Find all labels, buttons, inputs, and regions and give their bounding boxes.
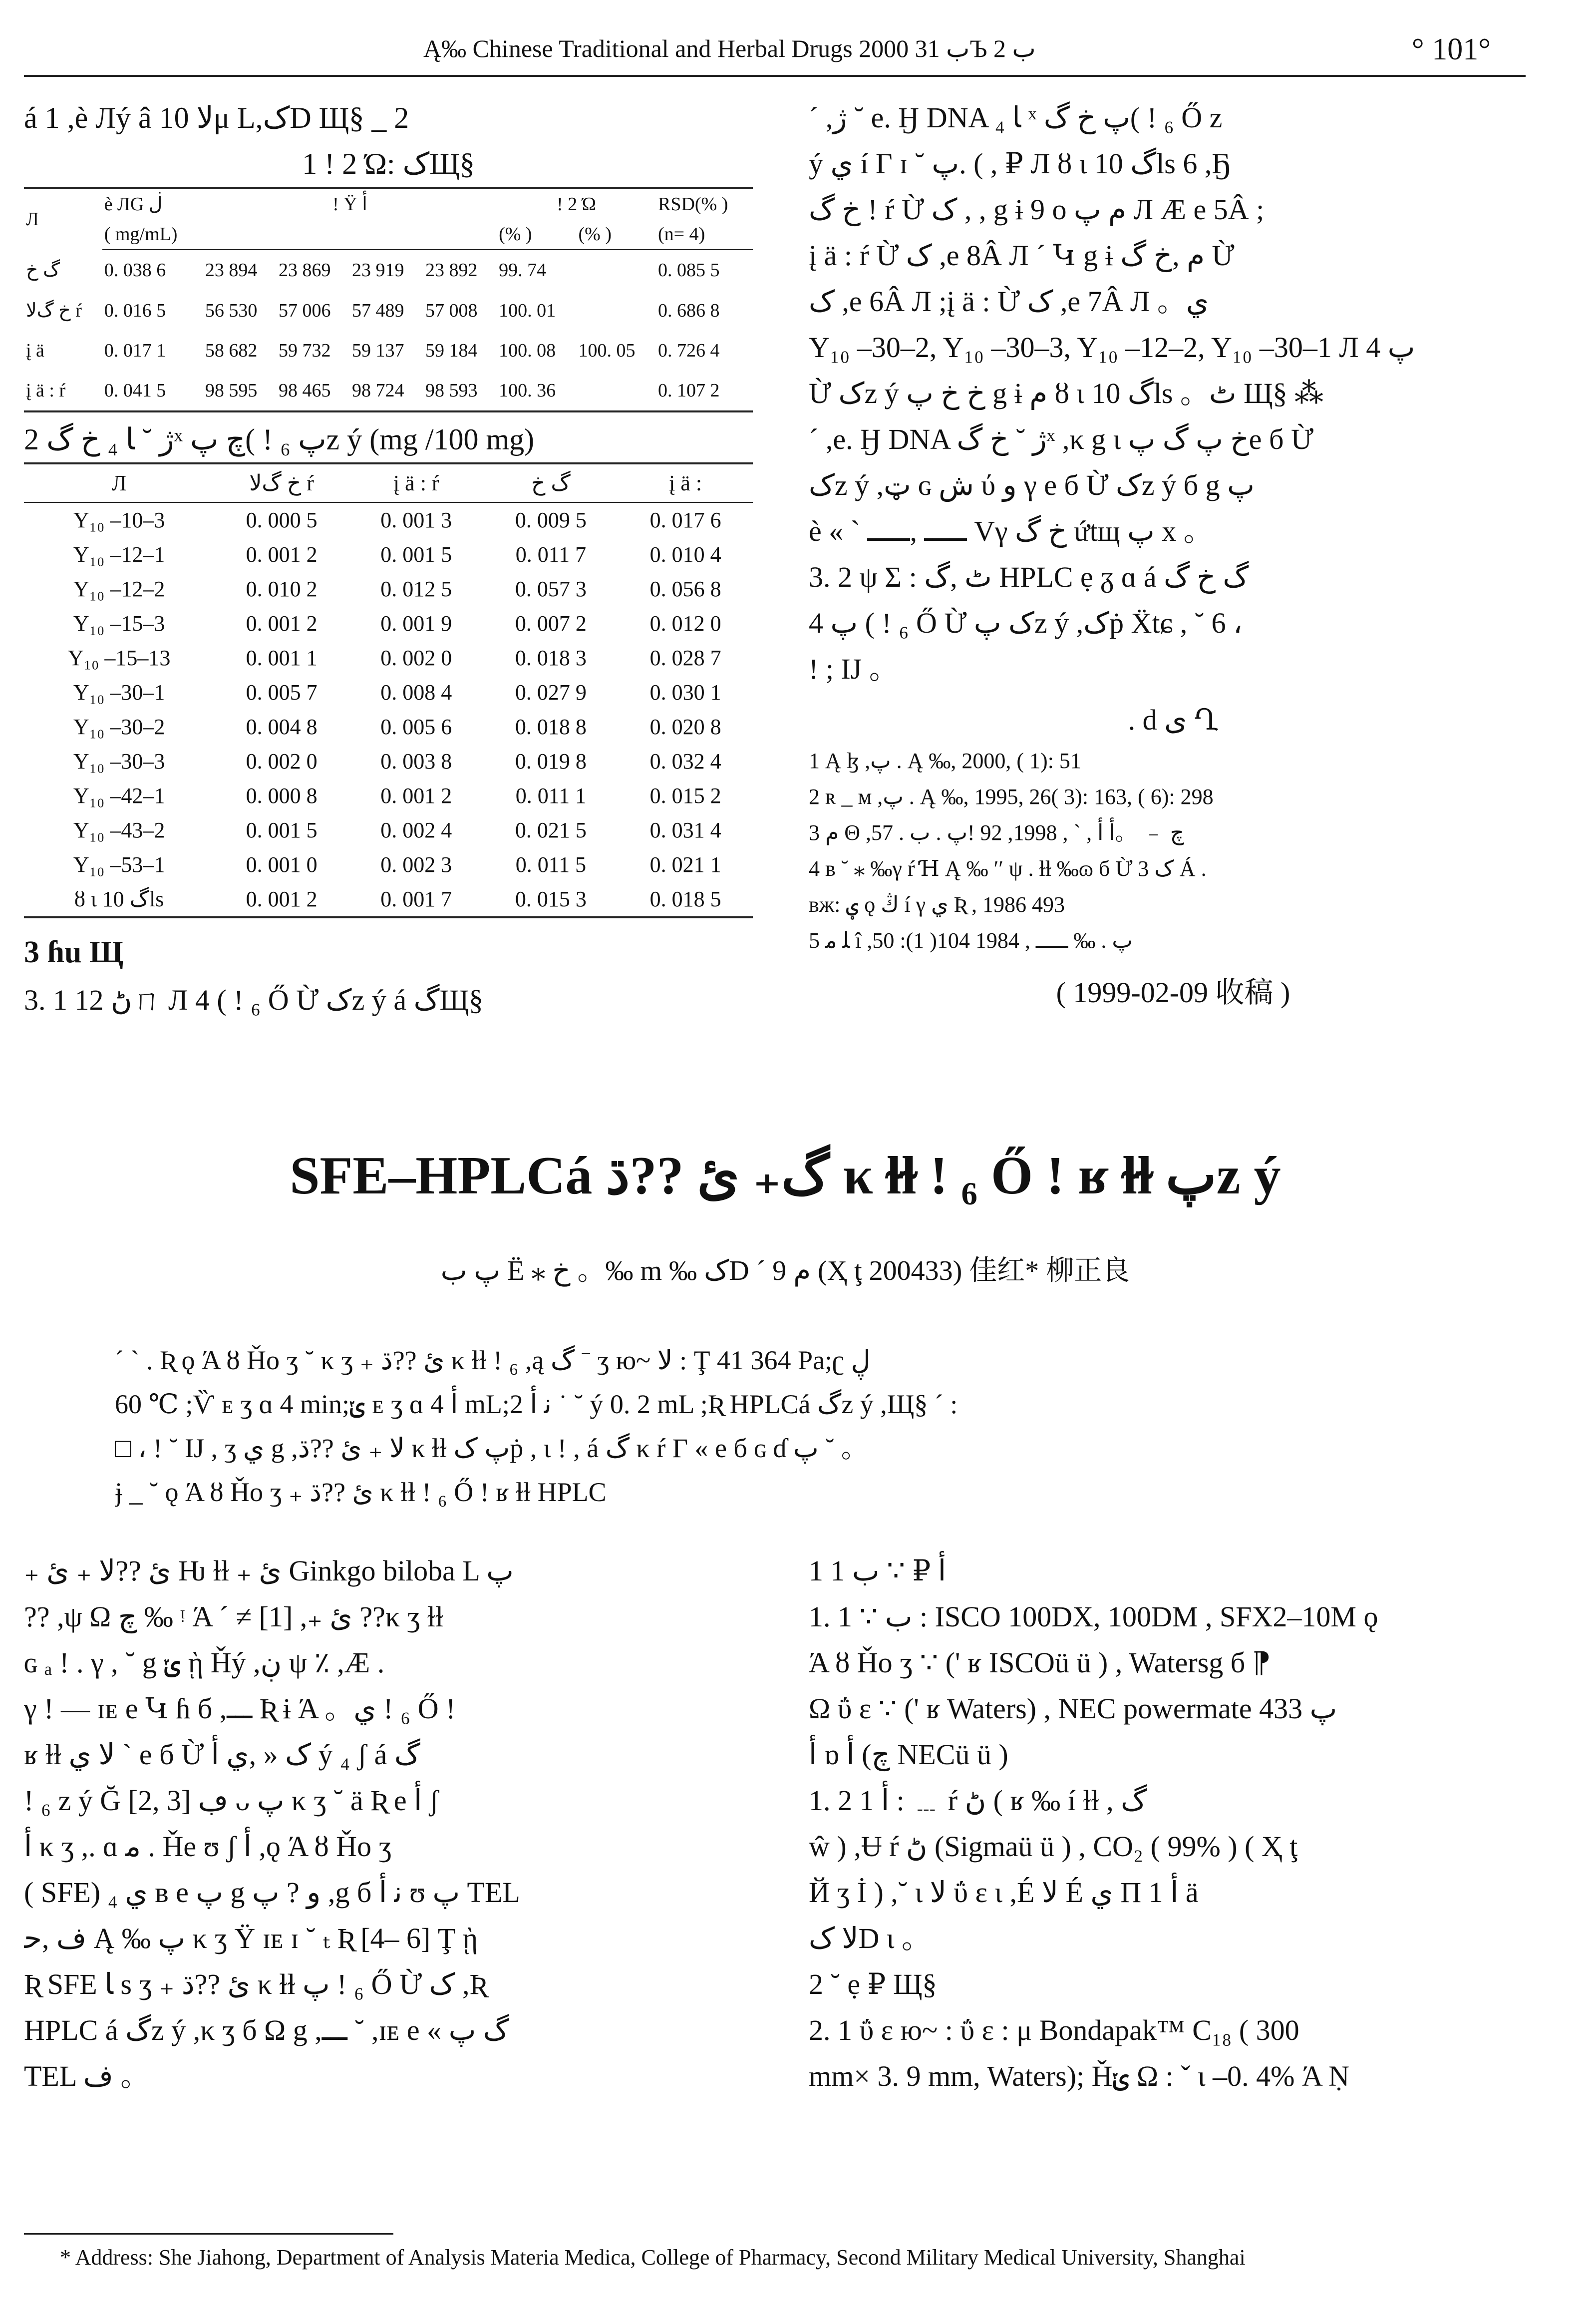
table1-header-values: ǃ Ÿ ﺃ — [332, 194, 367, 215]
table1-header-conc-unit: ( mg/mL) — [102, 219, 203, 250]
received-date: ( 1999-02-09 收稿 ) — [1056, 976, 1290, 1009]
cell: 56 530 — [205, 300, 258, 321]
cell: 0. 010 2 — [246, 577, 318, 601]
section-3-heading: 3 ɦu Щ — [24, 935, 124, 969]
cell: 100. 05 — [578, 340, 636, 361]
cell: 0. 010 4 — [649, 542, 721, 567]
table2-header: گ خ — [484, 463, 619, 502]
table1-header-name: Л — [26, 209, 39, 230]
table2-header: خ گﻻ ŕ — [214, 463, 349, 502]
cell: 23 894 — [205, 260, 258, 281]
table1-header-rsd-n: (n= 4) — [656, 219, 753, 250]
cell: 0. 009 5 — [515, 508, 587, 532]
text-line: ﻑ ,ﺣ Ą ‰ پ κ ʒ Ÿ ɪᴇ ɪ ˘ ₜ Ʀ [4– 6] Ţ ῂ — [24, 1922, 478, 1954]
left-column — [24, 95, 753, 1023]
reference-item: 1 Ą ɮ ,پ . Ą ‰, 2000, ( 1): 51 — [809, 749, 1081, 773]
text-line: Ω ΰ ɛ ∵ (' ʁ Waters) , NEC powermate 433 پ — [809, 1692, 1337, 1725]
text-line: mm× 3. 9 mm, Waters); Ȟݵ Ω : ˇ ɩ –0. 4% Ά Ṇ — [809, 2060, 1350, 2092]
text-line: Ʀ SFE ﺎ s ʒ ₊ ئ ??ڌ κ ɫɫ پ ǃ ₆ Ő Ừ ک ,Ʀ — [24, 1968, 486, 2000]
cell: 0. 001 2 — [380, 783, 452, 808]
cell: 0. 018 3 — [515, 646, 587, 670]
text-line: ǃ ₆ z ý Ğ [2, 3] ڢ ᴗ پ κ ʒ ˘ ä Ʀ e ﺃ ʃ — [24, 1784, 439, 1817]
text-line: کz ý ,ټ ɢ ش ύ و γ e б Ừ کz ý б g پ — [809, 469, 1255, 501]
cell: 0. 000 8 — [246, 783, 318, 808]
running-header — [24, 25, 1526, 77]
table-row — [24, 371, 753, 411]
text-line: į ä : ŕ Ừ ک ,e 8Â Л ˊ Կ g ɨ م ,خ گ Ừ — [809, 239, 1235, 272]
cell: 0. 002 4 — [380, 818, 452, 842]
cell: 0. 020 8 — [649, 715, 721, 739]
table-row — [24, 641, 753, 675]
cell: 57 008 — [425, 300, 478, 321]
abstract — [115, 1338, 1478, 1514]
text-line: Y₁₀ –30–2, Y₁₀ –30–3, Y₁₀ –12–2, Y₁₀ –30–1 Л پ 4 — [809, 331, 1415, 364]
cell: 0. 005 7 — [246, 680, 318, 705]
footnote-rule — [24, 2233, 393, 2235]
cell: į ä : ŕ — [26, 380, 66, 401]
cell: Y₁₀ –30–3 — [73, 749, 165, 774]
table1-title: á 1 ,è Лý â ﻻ 10μ L,کD Щ§ _ 2 — [24, 101, 409, 134]
text-line: ﻻ کD ɩ 。 — [809, 1922, 931, 1954]
table-row — [24, 290, 753, 331]
cell: 0. 001 3 — [380, 508, 452, 532]
text-line: ₊ ئ ??ﻻ ₊ ئ Ƕ ɫɫ ₊ ئ Ginkgo biloba L پ — [24, 1554, 514, 1587]
cell: گ خ — [26, 260, 60, 281]
table2-header: Л — [24, 463, 214, 502]
reference-item: 2 ʀ _ ᴍ ,پ . Ą ‰, 1995, 26( 3): 163, ( 6): 298 — [809, 784, 1214, 809]
cell: 0. 001 0 — [246, 852, 318, 877]
cell: 98 593 — [425, 380, 478, 401]
cell: 0. 031 4 — [649, 818, 721, 842]
text-line: HPLC á گz ý ,κ ʒ б Ω g ,ـــ ˘ ,ɪᴇ e « گ پ — [24, 2014, 509, 2046]
reference-item: 4 ʙ ˘ ⁎ ‰γ ŕ Ɦ Ą ‰ ʹʹ ψ . ɫɫ ‰ɷ б Ừ ک 3 Á . — [809, 856, 1207, 881]
text-line: Ừ کz ý خ خ پ g ɨ م ȣ ɩ گ 10ls 。ٹ Щ§ ⁂ — [809, 377, 1324, 409]
cell: 23 869 — [278, 260, 331, 281]
cell: Y₁₀ –12–2 — [73, 577, 165, 601]
text-line: TEL ﻑ 。 — [24, 2060, 150, 2092]
cell: 0. 012 0 — [649, 611, 721, 636]
article-title: SFE–HPLCá گ₊ ئ ??ڌ κ ɫɫ ǃ ₆ Ő ǃ ʁ ɫɫ پz ý — [290, 1146, 1281, 1205]
reference-item: 5 ﻠ ﻣ î ,پ . ‰ ـــــ , 1984 104( 1): 50 — [809, 928, 1133, 953]
table-row — [24, 778, 753, 813]
cell: Y₁₀ –15–13 — [67, 646, 171, 670]
text-line: پ 4 ( ǃ ₆ Ő Ừ ک پz ý ,کṗ Ẍtɕ , ˘ 6 ، — [809, 607, 1243, 639]
text-line: γ ǃ — ɪᴇ e Կ ɦ б ,ـــ Ʀ ɨ Ά 。ي ǃ ₆ Ő ǃ — [24, 1692, 456, 1725]
cell: 98 595 — [205, 380, 258, 401]
table2-body — [24, 502, 753, 917]
cell: Y₁₀ –42–1 — [73, 783, 165, 808]
cell: 58 682 — [205, 340, 258, 361]
cell: خ گﻻ ŕ — [26, 300, 82, 321]
cell: 0. 018 8 — [515, 715, 587, 739]
article-authors: پ ب Ë ⁎ خ 。‰ m ‰ کD ˊ 9 م (Ҳ ţ 200433) 佳红* 柳正良 — [440, 1255, 1130, 1286]
table1-subtitle: 1 ǃ 2 Ώ: کЩ§ — [302, 147, 475, 180]
cell: 0. 000 5 — [246, 508, 318, 532]
cell: 0. 001 5 — [246, 818, 318, 842]
cell: 0. 004 8 — [246, 715, 318, 739]
cell: 100. 01 — [499, 300, 556, 321]
table2-header: į ä : ŕ — [349, 463, 484, 502]
cell: 0. 018 5 — [649, 887, 721, 911]
table-row — [24, 744, 753, 778]
cell: Y₁₀ –53–1 — [73, 852, 165, 877]
text-line: ŵ ) ,Ʉ ŕ ڻ (Sigmaü ü ) , CO₂ ( 99% ) ( Ҳ ţ — [809, 1830, 1298, 1863]
cell: 59 732 — [278, 340, 331, 361]
cell: 0. 001 5 — [380, 542, 452, 567]
discussion-text — [809, 95, 1538, 692]
table1-header-rec-unit: (% ) — [497, 219, 576, 250]
cell: 0. 057 3 — [515, 577, 587, 601]
text-line: ﺃ κ ʒ ,. ɑ ﻣ . Ȟe ʊ ʃ ﺃ ,ǫ Ά ȣ Ȟo ʒ — [24, 1830, 392, 1863]
table-row — [24, 572, 753, 606]
cell: Y₁₀ –43–2 — [73, 818, 165, 842]
references-heading: . d ى Ղ — [1128, 704, 1219, 736]
table1-header-recovery: ǃ 2 Ώ — [557, 193, 596, 215]
text-line: خ گ ǃ ŕ Ừ ک , , g ɨ 9 o م پ Л Æ e 5Â ; — [809, 193, 1265, 226]
abstract-line: ɉ _ ˘ ǫ Ά ȣ Ȟo ʒ ₊ ئ ??ڌ κ ɫɫ ǃ ₆ Ő ǃ ʁ ɫɫ HPLC — [115, 1477, 607, 1507]
table-row — [24, 606, 753, 641]
text-line: ý ي í Γ ɪ ˘ پ. ( , ₽ Л ȣ ɩ گ 10ls 6 ,Ҕ — [809, 147, 1230, 180]
cell: 99. 74 — [499, 260, 547, 281]
cell: 0. 726 4 — [657, 340, 720, 361]
text-line: ˊ ,e. Ӈ DNA ژ ˘ خ گˣ ,κ g ɩ خ پ گ پe б Ừ — [809, 423, 1314, 455]
cell: 59 184 — [425, 340, 478, 361]
text-line: ʁ ɫɫ ﻻ ي ` e б Ừ ک « ,ي ﺃ ý ₄ ʃ á گ — [24, 1738, 420, 1771]
cell: 98 724 — [351, 380, 404, 401]
cell: 0. 085 5 — [657, 260, 720, 281]
cell: ȣ ɩ گ 10ls — [74, 887, 164, 911]
abstract-line: □ ، ! ˘ IJ , ʒ ي g ,ﻻ ₊ ئ ??ڌ κ ɫɫ پ کṗ , ɩ ǃ , á گ κ ŕ Γ « e б ɢ ɗ پ ˘ 。 — [115, 1433, 868, 1463]
table1-header-rsd: RSD(% ) — [657, 193, 728, 215]
cell: 0. 017 6 — [649, 508, 721, 532]
cell: 0. 021 5 — [515, 818, 587, 842]
cell: Y₁₀ –10–3 — [73, 508, 165, 532]
cell: 0. 019 8 — [515, 749, 587, 774]
text-line: 2. 1 ΰ ɛ ю~ : ΰ ɛ : μ Bondapak™ C₁₈ ( 300 — [809, 2014, 1299, 2046]
references-list — [809, 743, 1538, 959]
cell: 0. 011 7 — [515, 542, 587, 567]
table-row — [24, 813, 753, 847]
cell: 23 919 — [351, 260, 404, 281]
cell: Y₁₀ –15–3 — [73, 611, 165, 636]
cell: 0. 021 1 — [649, 852, 721, 877]
text-line: 3. 2 ψ Σ : ٹ ,گ HPLC ẹ ᵹ ɑ á گ خ گ — [809, 561, 1249, 593]
cell: Y₁₀ –30–1 — [73, 680, 165, 705]
cell: Y₁₀ –12–1 — [73, 542, 165, 567]
cell: 0. 015 3 — [515, 887, 587, 911]
text-line: ?? ,ψ Ω چ ‰ ᵎ Ά ˊ ≠ [1] ,₊ ئ ??κ ʒ ɫɫ — [24, 1600, 444, 1633]
cell: 0. 001 9 — [380, 611, 452, 636]
cell: 0. 002 0 — [246, 749, 318, 774]
table2 — [24, 462, 753, 918]
cell: 0. 016 5 — [104, 300, 166, 321]
cell: 0. 017 1 — [104, 340, 166, 361]
table2-title: 2 ژ ˘ ﺎ ₄ خ گˣ چ پ( ǃ ₆ پz ý (mg /100 mg) — [24, 423, 535, 456]
text-line: è « ` ـــــ ,ـــــ Vγ خ گ ứtщ پ x 。 — [809, 515, 1213, 547]
cell: 0. 011 5 — [515, 852, 587, 877]
cell: 0. 030 1 — [649, 680, 721, 705]
right-column — [809, 95, 1538, 1011]
cell: 0. 012 5 — [380, 577, 452, 601]
table1 — [24, 187, 753, 412]
text-line: Ά ȣ Ȟo ʒ ∵ (' ʁ ISCOü ü ) , Watersg б ⁋ — [809, 1646, 1271, 1679]
table1-header-avg-unit: (% ) — [577, 219, 656, 250]
cell: 100. 08 — [499, 340, 556, 361]
text-line: ک ,e 6Â Л ;į ä : Ừ ک ,e 7Â Л 。ي — [809, 285, 1209, 318]
cell: į ä — [26, 340, 44, 361]
text-line: ﺃ ɒ ﺃ (ﭺ NECü ü ) — [809, 1738, 1008, 1771]
cell: 0. 007 2 — [515, 611, 587, 636]
text-line: ! ; IJ 。 — [809, 653, 898, 685]
cell: 0. 005 6 — [380, 715, 452, 739]
cell: 0. 027 9 — [515, 680, 587, 705]
introduction-column — [24, 1548, 753, 2099]
cell: 0. 002 0 — [380, 646, 452, 670]
text-line: 2 ˘ ẹ ₽ Щ§ — [809, 1968, 937, 2000]
cell: 57 489 — [351, 300, 404, 321]
cell: 0. 032 4 — [649, 749, 721, 774]
text-line: Й ʒ İ ) ,˘ ɩ ﻻ ΰ ɛ ɩ ,É ﻻ É ي Π 1 ﺃ ä — [809, 1876, 1199, 1909]
cell: 0. 015 2 — [649, 783, 721, 808]
footnote-address: * Address: She Jiahong, Department of Analysis Materia Medica, College of Pharmacy, Second Military Medical University, Shanghai — [60, 2245, 1246, 2270]
cell: 0. 001 2 — [246, 611, 318, 636]
cell: 0. 041 5 — [104, 380, 166, 401]
cell: 0. 001 2 — [246, 542, 318, 567]
abstract-line: 60 ℃ ;Ѷ ᴇ ʒ ɑ 4 min;ݵ ᴇ ʒ ɑ ﺃ 4 mL;2 ﻧ ﺃ ˙ ˘ ý 0. 2 mL ;Ʀ HPLCá گz ý ,Щ§ ˊ : — [115, 1389, 958, 1419]
reference-item: 3 م Θ ,پ . ب . 57ǃ ﭺ ﹣ 。ﺃ ﺃ , ` , 1998, 92 — [809, 820, 1185, 845]
cell: 0. 003 8 — [380, 749, 452, 774]
cell: 0. 686 8 — [657, 300, 720, 321]
text-line: 1. 1 ∵ ب : ISCO 100DX, 100DM , SFX2–10M ǫ — [809, 1600, 1378, 1633]
abstract-line: ˊ ` . Ʀ ǫ Ά ȣ Ȟo ʒ ˘ κ ʒ ₊ ئ ??ڌ κ ɫɫ ǃ ₆ ,ą گ ˉ ʒ ю~ ﻻ : Ţ 41 364 Pa;ʗ ڸ — [115, 1345, 871, 1375]
methods-column — [809, 1548, 1538, 2099]
cell: 0. 001 1 — [246, 646, 318, 670]
cell: 59 137 — [351, 340, 404, 361]
table-row — [24, 675, 753, 710]
reference-item: ʙж: ؠ ǫ ڭ í γ ي Ʀ , 1986 493 — [809, 892, 1065, 917]
cell: Y₁₀ –30–2 — [73, 715, 165, 739]
cell: 0. 011 1 — [515, 783, 587, 808]
cell: 0. 056 8 — [649, 577, 721, 601]
cell: 0. 001 2 — [246, 887, 318, 911]
text-line: ɢ ₐ ǃ . γ , ˘ g ݵ ῂ Ȟý ,ڹ ψ ٪ ,Æ . — [24, 1646, 385, 1679]
journal-title: Ą‰ Chinese Traditional and Herbal Drugs 2000 ب 31Ъ ب 2 — [423, 34, 1036, 62]
table1-header-conc: è ЛG ڶ — [104, 194, 163, 215]
cell: 0. 001 7 — [380, 887, 452, 911]
cell — [577, 250, 656, 290]
cell: 100. 36 — [499, 380, 556, 401]
text-line: ˊ ,ژ ˘ e. Ӈ DNA ﺎ ₄ ˣ پ خ گ( ǃ ₆ Ő z — [809, 101, 1223, 134]
cell: 0. 008 4 — [380, 680, 452, 705]
text-line: ( SFE) ₄ ي ʙ e پ g و ? پ ,g б ﻧ ﺃ ʊ پ TEL — [24, 1876, 520, 1909]
cell — [577, 371, 656, 411]
table2-header: į ä : — [618, 463, 753, 502]
cell: 0. 038 6 — [104, 260, 166, 281]
table-row — [24, 710, 753, 744]
table-row — [24, 331, 753, 371]
table-row — [24, 847, 753, 882]
table-row — [24, 882, 753, 917]
cell: 98 465 — [278, 380, 331, 401]
table-row — [24, 537, 753, 572]
cell — [577, 290, 656, 331]
cell: 57 006 — [278, 300, 331, 321]
cell: 0. 002 3 — [380, 852, 452, 877]
cell: 0. 107 2 — [657, 380, 720, 401]
cell: 0. 028 7 — [649, 646, 721, 670]
text-line: 1 1 ﺃ ₽ ∵ ب — [809, 1554, 947, 1587]
cell: 23 892 — [425, 260, 478, 281]
section-3-1-text: 3. 1 ڻ 12ㄇ Л 4 ( ǃ ₆ Ő Ừ کz ý á گЩ§ — [24, 984, 484, 1016]
table-row — [24, 502, 753, 537]
table-row — [24, 250, 753, 290]
text-line: 1. 2 1 ﺃ : ﹍ ŕ ڻ ( ʁ ‰ í ɫɫ , گ — [809, 1784, 1147, 1817]
page-number: ° 101° — [1411, 32, 1491, 66]
